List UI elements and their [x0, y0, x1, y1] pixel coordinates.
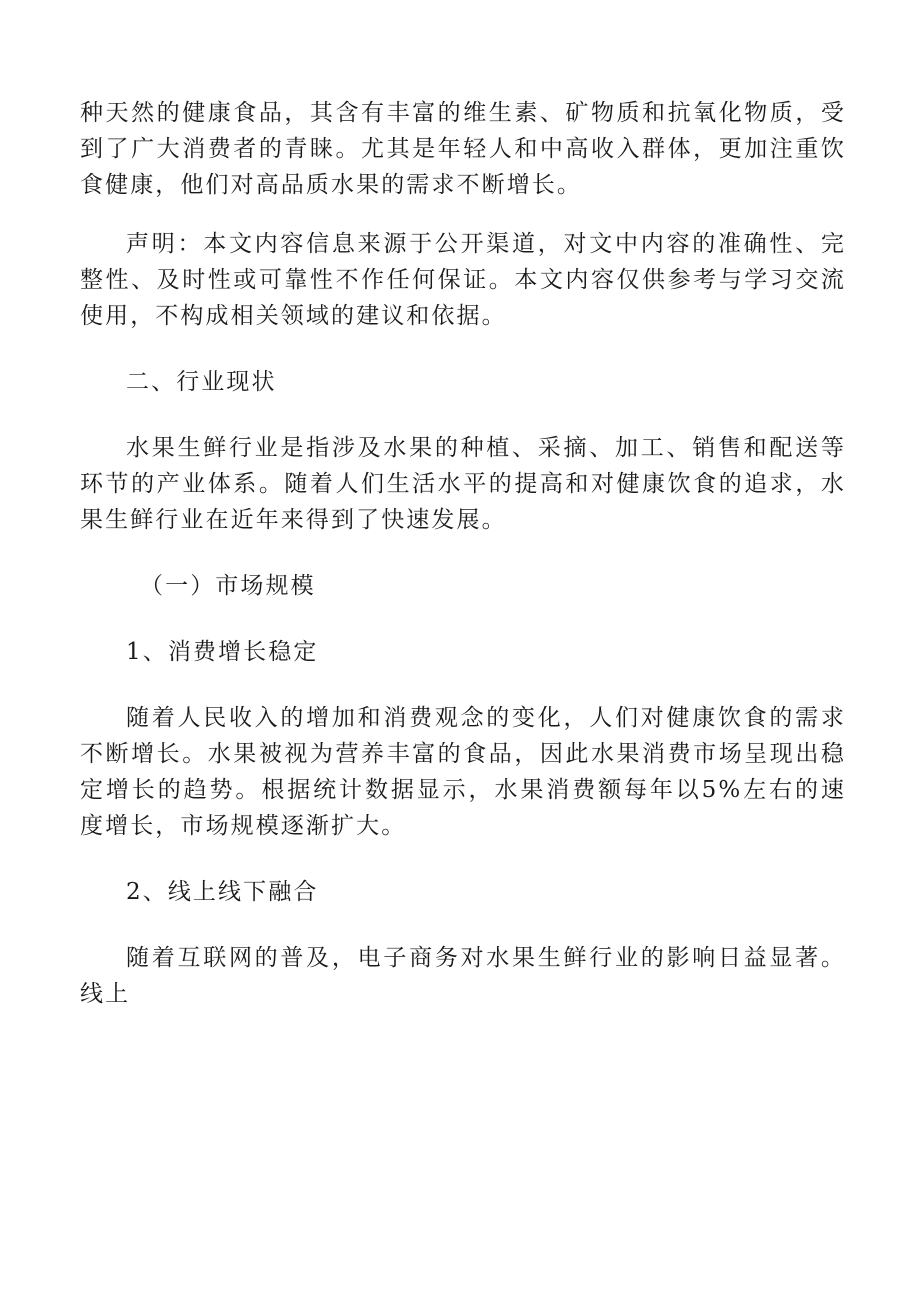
document-body	[80, 95, 846, 1012]
disclaimer-paragraph: 声明：本文内容信息来源于公开渠道，对文中内容的准确性、完整性、及时性或可靠性不作任何保证。本文内容仅供参考与学习交流使用，不构成相关领域的建议和依据。	[80, 231, 846, 329]
paragraph-online-offline: 随着互联网的普及，电子商务对水果生鲜行业的影响日益显著。线上	[80, 945, 846, 1007]
section-heading-industry-status: 二、行业现状	[126, 369, 277, 395]
paragraph-health-food: 种天然的健康食品，其含有丰富的维生素、矿物质和抗氧化物质，受到了广大消费者的青睐。尤其是年轻人和中高收入群体，更加注重饮食健康，他们对高品质水果的需求不断增长。	[80, 100, 846, 198]
subsection-heading-market-size: （一）市场规模	[140, 573, 316, 599]
paragraph-consumption-growth: 随着人民收入的增加和消费观念的变化，人们对健康饮食的需求不断增长。水果被视为营养丰富的食品，因此水果消费市场呈现出稳定增长的趋势。根据统计数据显示，水果消费额每年以5%左右的速度增长，市场规模逐渐扩大。	[80, 705, 846, 839]
item-heading-consumption-growth: 1、消费增长稳定	[126, 639, 319, 665]
paragraph-industry-intro: 水果生鲜行业是指涉及水果的种植、采摘、加工、销售和配送等环节的产业体系。随着人们生活水平的提高和对健康饮食的追求，水果生鲜行业在近年来得到了快速发展。	[80, 435, 846, 533]
item-heading-online-offline: 2、线上线下融合	[126, 879, 319, 905]
